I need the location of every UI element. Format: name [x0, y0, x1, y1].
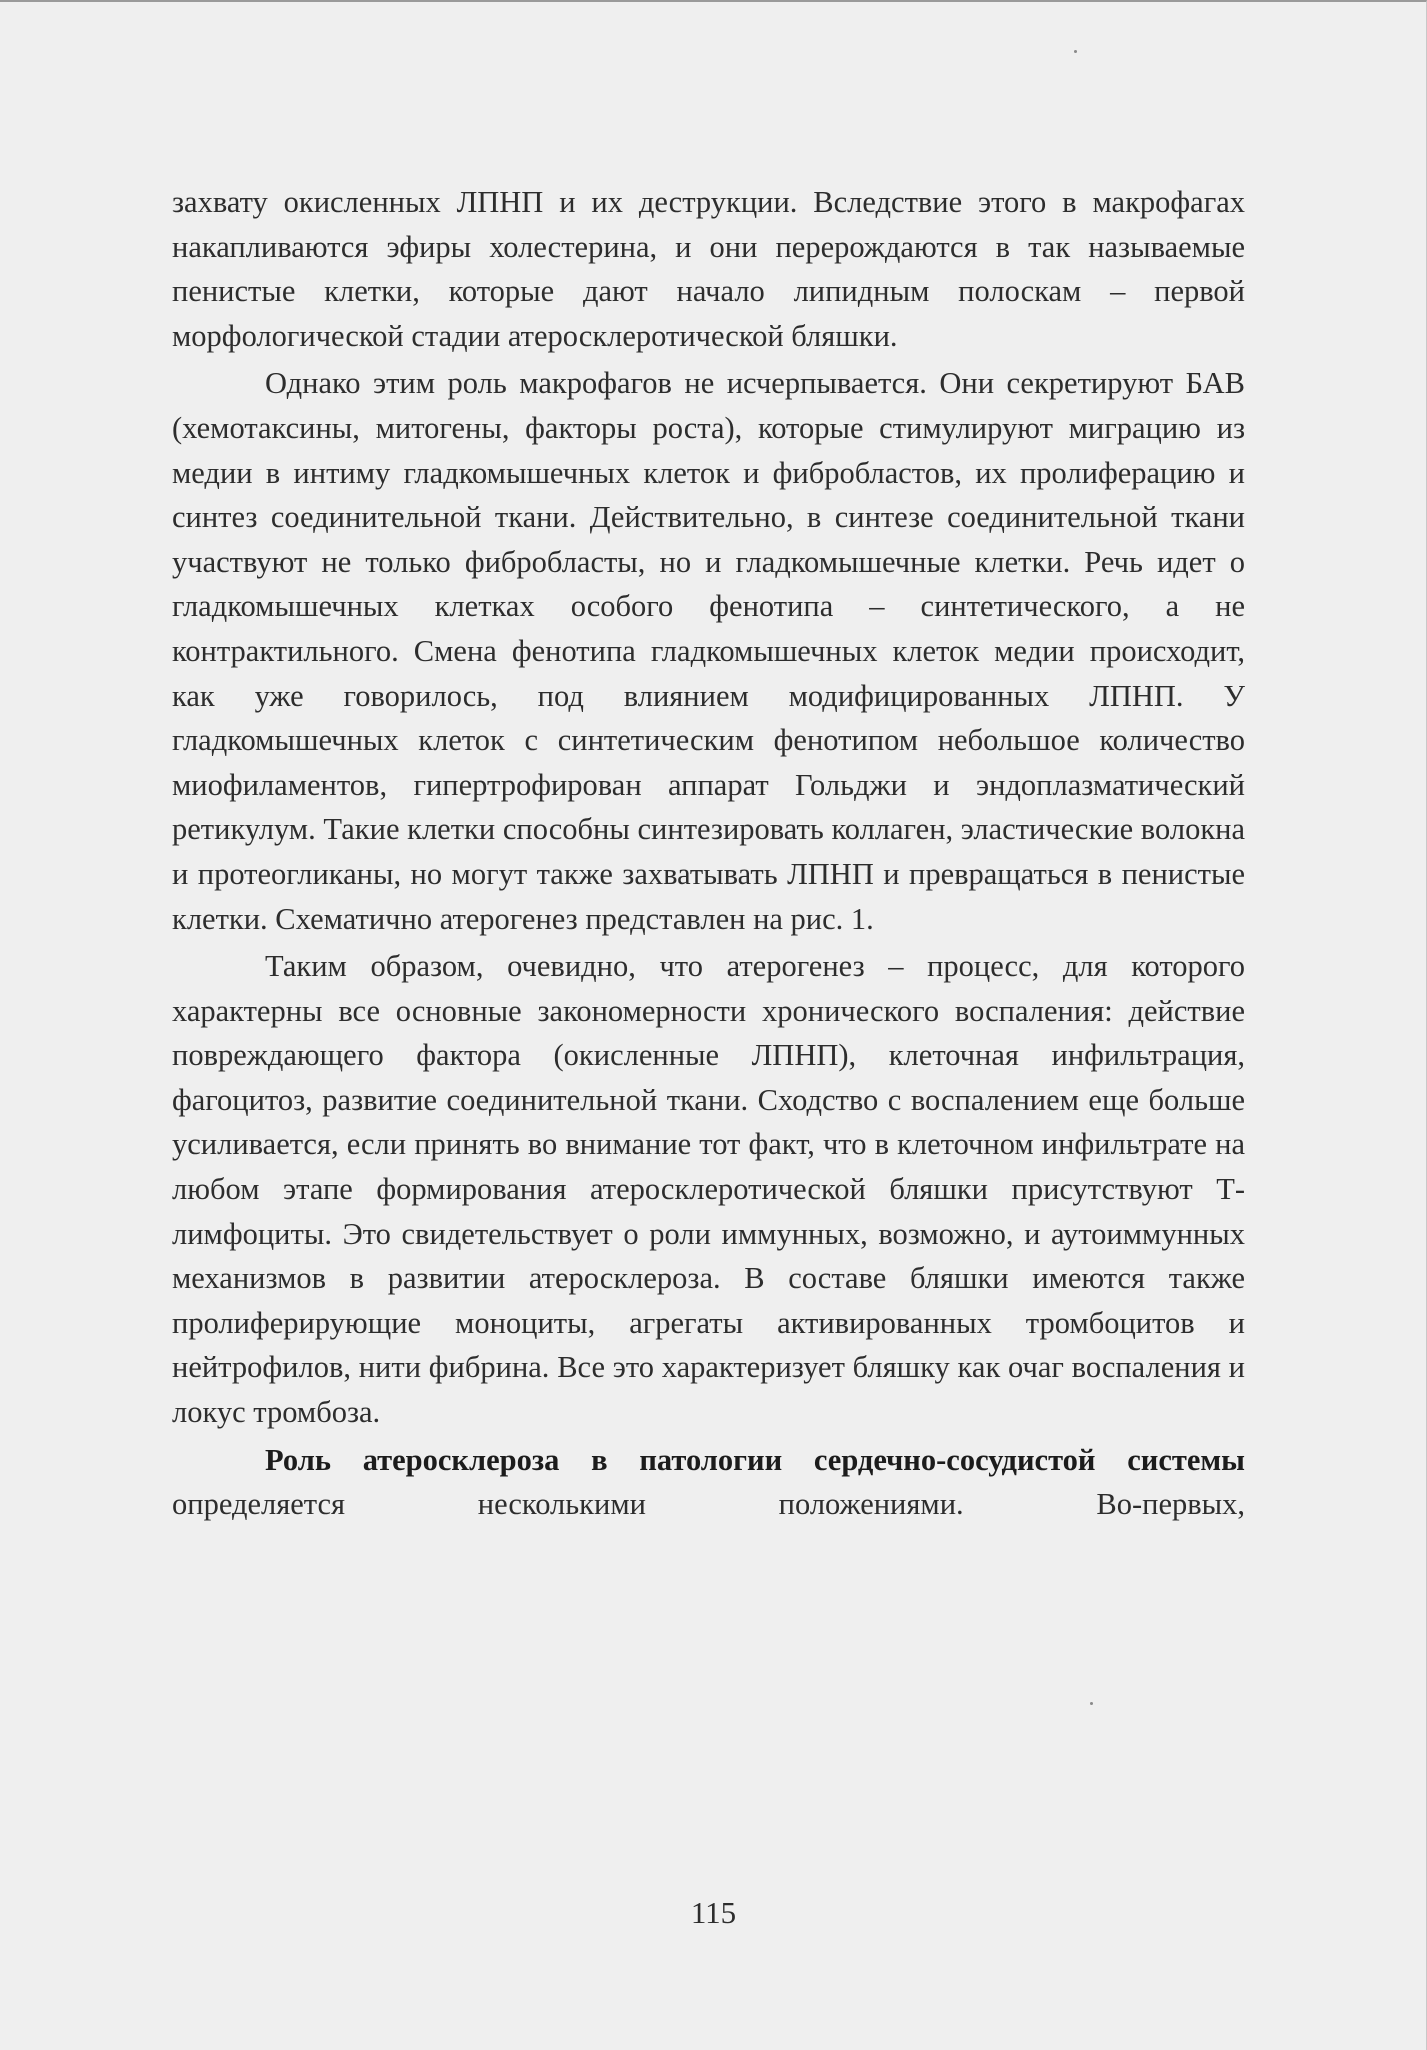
- body-text: [172, 180, 1245, 1530]
- paragraph-1-text: захвату окисленных ЛПНП и их деструкции. Вследствие этого в макрофагах накапливаются эфиры холестерина, и они перерождаются в так называемые пенистые клетки, которые дают начало липидным полоскам – первой морфологической стадии атеросклеротической бляшки.: [172, 185, 1245, 353]
- paragraph-4-text: определяется несколькими положениями. Во-первых,: [172, 1487, 1245, 1522]
- page-number: 115: [690, 1895, 737, 1930]
- paragraph-3: [172, 944, 1245, 1435]
- paragraph-4: [172, 1438, 1245, 1527]
- paragraph-4-bold-heading: Роль атеросклероза в патологии сердечно-сосудистой системы: [265, 1442, 1245, 1477]
- scan-speck: [1074, 50, 1077, 53]
- paragraph-1: [172, 180, 1245, 358]
- paragraph-2-text: Однако этим роль макрофагов не исчерпывается. Они секретируют БАВ (хемотаксины, митогены, факторы роста), которые стимулируют миграцию из медии в интиму гладкомышечных клеток и фибробластов, их пролиферацию и синтез соединительной ткани. Действительно, в синтезе соединительной ткани участвуют не только фибробласты, но и гладкомышечные клетки. Речь идет о гладкомышечных клетках особого фенотипа – синтетического, а не контрактильного. Смена фенотипа гладкомышечных клеток медии происходит, как уже говорилось, под влиянием модифицированных ЛПНП. У гладкомышечных клеток с синтетическим фенотипом небольшое количество миофиламентов, гипертрофирован аппарат Гольджи и эндоплазматический ретикулум. Такие клетки способны синтезировать коллаген, эластические волокна и протеогликаны, но могут также захватывать ЛПНП и превращаться в пенистые клетки. Схематично атерогенез представлен на рис. 1.: [172, 366, 1245, 936]
- scan-speck: [1090, 1702, 1093, 1705]
- paragraph-2: [172, 361, 1245, 941]
- paragraph-3-text: Таким образом, очевидно, что атерогенез – процесс, для которого характерны все основные закономерности хронического воспаления: действие повреждающего фактора (окисленные ЛПНП), клеточная инфильтрация, фагоцитоз, развитие соединительной ткани. Сходство с воспалением еще больше усиливается, если принять во внимание тот факт, что в клеточном инфильтрате на любом этапе формирования атеросклеротической бляшки присутствуют Т-лимфоциты. Это свидетельствует о роли иммунных, возможно, и аутоиммунных механизмов в развитии атеросклероза. В составе бляшки имеются также пролиферирующие моноциты, агрегаты активированных тромбоцитов и нейтрофилов, нити фибрина. Все это характеризует бляшку как очаг воспаления и локус тромбоза.: [172, 949, 1245, 1430]
